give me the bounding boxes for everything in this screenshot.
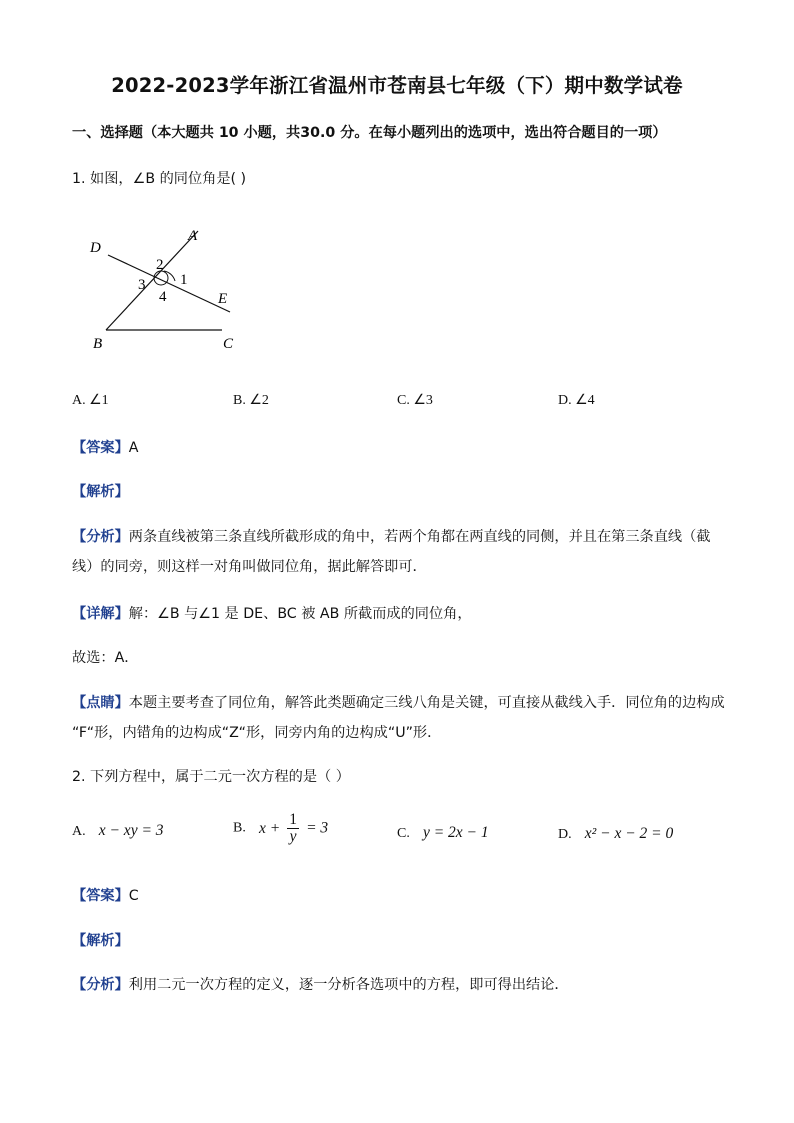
- q1-point-line2: “F“形，内错角的边构成“Z“形，同旁内角的边构成“U”形．: [72, 725, 442, 741]
- fenxi-tag: 【分析】: [72, 977, 129, 993]
- q1-figure: [80, 215, 260, 360]
- point-text: 本题主要考查了同位角，解答此类题确定三线八角是关键，可直接从截线入手．同位角的边构成: [128, 695, 725, 711]
- fenxi-text: 利用二元一次方程的定义，逐一分析各选项中的方程，即可得出结论．: [128, 977, 569, 993]
- line-de: [108, 255, 230, 312]
- q1-fenxi-line1: [72, 526, 710, 546]
- q1-option-b: B. ∠2: [233, 393, 269, 408]
- angle-label-4: 4: [159, 289, 167, 305]
- answer-tag: 【答案】: [72, 888, 129, 904]
- label-e: E: [218, 291, 228, 307]
- fraction: $\frac{1}{y}$: [289, 811, 297, 845]
- q2-option-b: B. x + $\frac{1}{y}$ = 3: [233, 811, 329, 845]
- fenxi-tag: 【分析】: [72, 529, 129, 545]
- label-b: B: [93, 336, 103, 352]
- q2-option-c: C. y = 2x − 1: [397, 824, 489, 841]
- point-tag: 【点睛】: [72, 695, 129, 711]
- q1-option-a: A. ∠1: [72, 393, 109, 408]
- page-title: 2022-2023学年浙江省温州市苍南县七年级（下）期中数学试卷: [111, 74, 683, 97]
- q2-answer: [72, 885, 139, 905]
- answer-value: C: [128, 888, 139, 904]
- detail-text: 解：∠B 与∠1 是 DE、BC 被 AB 所截而成的同位角，: [128, 606, 472, 622]
- q1-point-line1: [72, 692, 725, 712]
- label-c: C: [223, 336, 234, 352]
- q2-fenxi: [72, 974, 569, 994]
- q2-analysis-tag: 【解析】: [72, 933, 129, 949]
- fenxi-text: 两条直线被第三条直线所截形成的角中，若两个角都在两直线的同侧，并且在第三条直线（截: [128, 529, 711, 545]
- q1-detail: [72, 603, 472, 623]
- angle-label-3: 3: [138, 277, 146, 293]
- label-a: A: [188, 228, 198, 244]
- q2-option-a: A. x − xy = 3: [72, 822, 164, 839]
- q1-fenxi-line2: 线）的同旁，则这样一对角叫做同位角，据此解答即可．: [72, 559, 427, 575]
- q1-stem: 1. 如图，∠B 的同位角是( ): [72, 171, 247, 187]
- q1-answer: [72, 437, 138, 457]
- answer-tag: 【答案】: [72, 440, 129, 456]
- q1-analysis-tag: 【解析】: [72, 484, 129, 500]
- label-d: D: [90, 240, 101, 256]
- angle-label-2: 2: [156, 257, 164, 273]
- q1-choose: 故选：A．: [72, 650, 139, 666]
- section-heading: 一、选择题（本大题共 10 小题，共30.0 分。在每小题列出的选项中，选出符合题目的一项）: [72, 125, 667, 141]
- q1-option-d: D. ∠4: [558, 393, 595, 408]
- angle-label-1: 1: [180, 272, 188, 288]
- q1-option-c: C. ∠3: [397, 393, 433, 408]
- answer-value: A: [128, 440, 139, 456]
- q2-stem: 2. 下列方程中，属于二元一次方程的是（ ）: [72, 769, 350, 785]
- detail-tag: 【详解】: [72, 606, 129, 622]
- q2-option-d: D. x² − x − 2 = 0: [558, 825, 674, 842]
